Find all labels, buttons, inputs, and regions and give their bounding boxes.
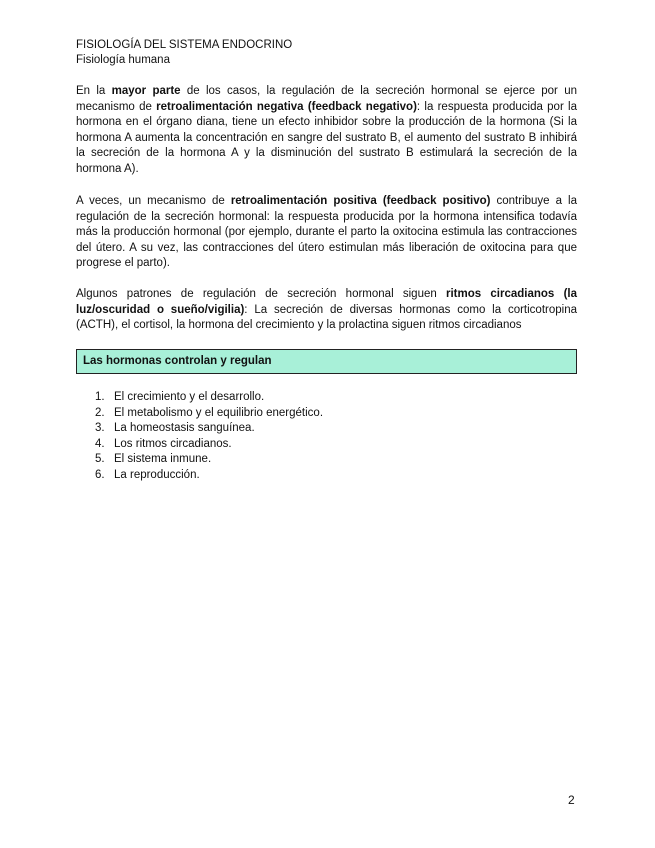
list-item-number: 4. [95,437,105,450]
p2-text-2: contribuye a la regulación de la secreción hormonal: la respuesta producida por la hormona intensifica todavía más la producción hormonal (por ejemplo, durante el parto la oxitocina estimula las contracciones del útero. A su vez, las contracciones del útero estimulan más liberación de oxitocina para que progrese el parto). [76,195,577,270]
p3-bold-1: ritmos circadianos (la luz/oscuridad o sueño/vigilia) [76,288,577,316]
list-item [76,452,323,468]
p1-text-1: En la [76,85,112,97]
list-item [76,468,323,484]
paragraph-negative-feedback [76,84,577,178]
page-number: 2 [568,793,575,807]
section-box-title: Las hormonas controlan y regulan [76,349,577,374]
p1-text-3: : la respuesta producida por la hormona en el órgano diana, tiene un efecto inhibidor sobre la producción de la hormona (Si la hormona A aumenta la concentración en sangre del sustrato B, el aumento del sustrato B inhibirá la secreción de la hormona A y la disminución del sustrato B estimulará la secreción de la hormona A). [76,100,578,175]
list-item [76,390,323,406]
list-item [76,437,323,453]
p1-bold-1: mayor parte [111,85,181,97]
list-item-number: 2. [95,406,105,419]
p3-text-1: Algunos patrones de regulación de secreción hormonal siguen [76,288,447,300]
list-item [76,421,323,437]
list-item-number: 6. [95,468,105,481]
p2-bold-1: retroalimentación positiva (feedback positivo) [230,195,491,207]
list-item-text: El crecimiento y el desarrollo. [114,391,265,403]
list-item-text: La homeostasis sanguínea. [114,422,255,434]
page-header [76,38,292,68]
hormone-functions-list [76,390,323,483]
header-title: FISIOLOGÍA DEL SISTEMA ENDOCRINO [76,39,293,51]
p1-text-2: de los casos, la regulación de la secreción hormonal se ejerce por un mecanismo de [76,85,577,113]
list-item-text: El sistema inmune. [114,453,212,465]
p3-text-2: : La secreción de diversas hormonas como la corticotropina (ACTH), el cortisol, la hormona del crecimiento y la prolactina siguen ritmos circadianos [76,303,577,332]
list-item-number: 5. [95,453,105,465]
list-item-text: El metabolismo y el equilibrio energético. [114,406,324,419]
paragraph-positive-feedback [76,194,577,272]
list-item-text: Los ritmos circadianos. [114,437,232,450]
list-item-text: La reproducción. [114,468,200,481]
list-item [76,406,323,422]
paragraph-circadian-rhythms [76,287,577,334]
list-item-number: 1. [95,391,105,403]
header-subtitle: Fisiología humana [76,54,170,66]
p2-text-1: A veces, un mecanismo de [76,195,231,207]
list-item-number: 3. [95,422,105,434]
p1-bold-2: retroalimentación negativa (feedback negativo) [156,100,417,113]
